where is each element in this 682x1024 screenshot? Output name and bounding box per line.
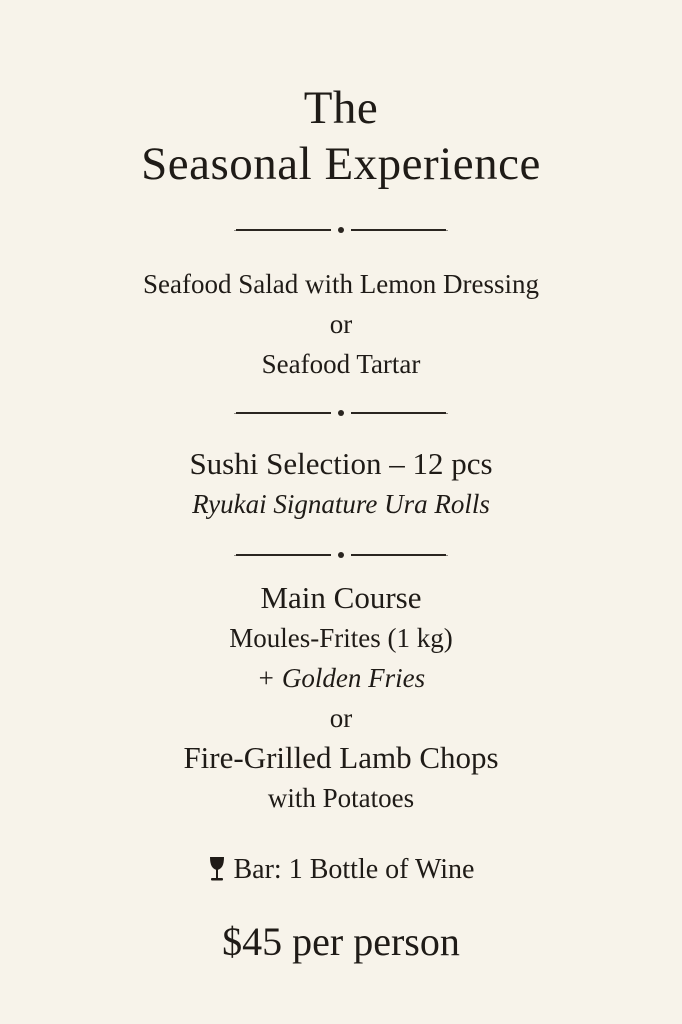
sushi-section — [0, 444, 682, 524]
main-option-1-side: + Golden Fries — [256, 663, 426, 693]
title-line-1: The — [303, 82, 379, 134]
main-course-heading: Main Course — [260, 580, 422, 615]
title-line-2: Seasonal Experience — [141, 138, 541, 190]
bar-info — [0, 850, 682, 894]
divider-3 — [236, 550, 446, 560]
main-option-2-line-1: Fire-Grilled Lamb Chops — [183, 740, 499, 775]
wine-glass-icon — [208, 854, 226, 894]
price: $45 per person — [222, 919, 460, 964]
bar-text: Bar: 1 Bottle of Wine — [233, 854, 475, 885]
starter-section — [0, 264, 682, 384]
starter-option-1: Seafood Salad with Lemon Dressing — [143, 269, 539, 299]
main-course-section — [0, 578, 682, 818]
sushi-subtitle: Ryukai Signature Ura Rolls — [192, 489, 490, 519]
menu-title — [0, 80, 682, 192]
sushi-title: Sushi Selection – 12 pcs — [189, 446, 493, 481]
starter-or: or — [329, 309, 353, 339]
starter-option-2: Seafood Tartar — [261, 349, 421, 379]
main-option-2-line-2: with Potatoes — [267, 783, 415, 813]
main-option-1: Moules-Frites (1 kg) — [229, 623, 453, 653]
main-or: or — [329, 703, 353, 733]
divider-2 — [236, 408, 446, 418]
divider-1 — [236, 225, 446, 235]
